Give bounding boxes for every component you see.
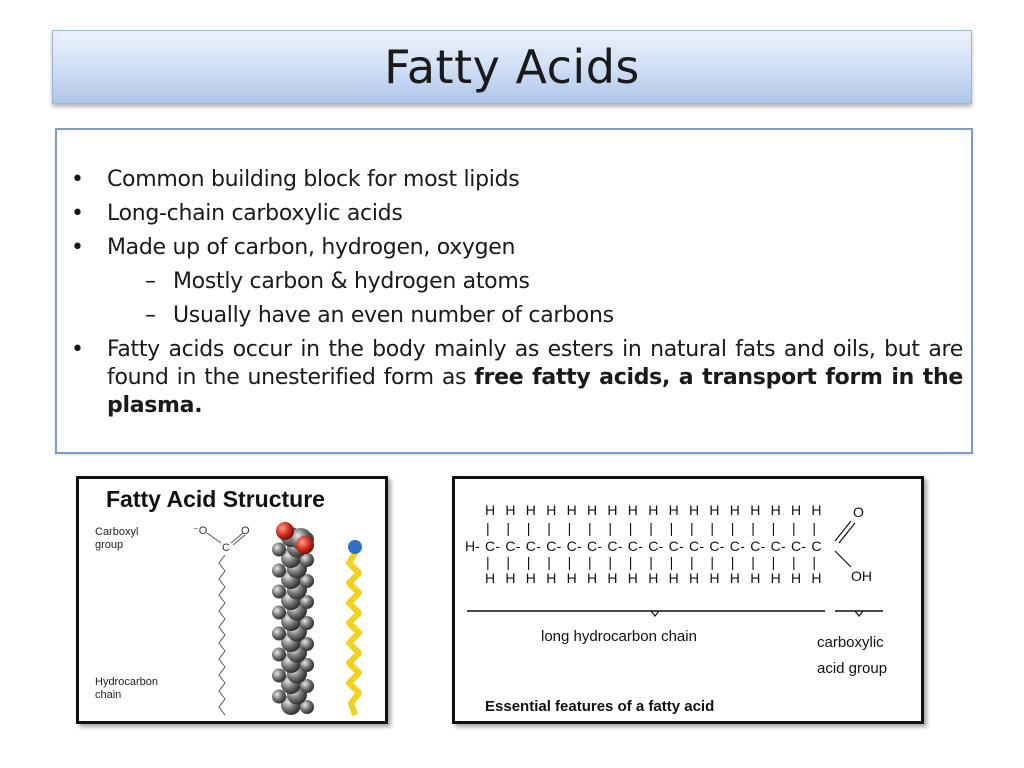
carbon-atom: C [607, 538, 618, 554]
bond-line: - [475, 538, 480, 554]
hydrogen-atom-sphere [272, 606, 286, 620]
essential-features-figure [452, 476, 924, 724]
oxygen-atom-sphere [296, 536, 314, 554]
carbonyl-oxygen: O [853, 504, 864, 520]
hydrogen-atom: H [791, 570, 802, 586]
bond-line: | [812, 520, 817, 536]
bond-line: | [486, 554, 490, 570]
bond-line: | [751, 520, 755, 536]
carbon-atom: C [627, 538, 638, 554]
hydrogen-atom-sphere [272, 648, 286, 662]
bullet-text: Made up of carbon, hydrogen, oxygen [107, 235, 516, 260]
carbon-atom: C [648, 538, 659, 554]
carbon-atom: C [729, 538, 740, 554]
carbon-atom: C [709, 538, 720, 554]
hydrogen-atom: H [668, 570, 679, 586]
bond-line [207, 533, 221, 543]
hydrogen-atom: H [627, 570, 638, 586]
hydrogen-atom: H [587, 502, 598, 518]
hydrogen-atom: H [709, 570, 720, 586]
bond-line: | [628, 554, 633, 570]
title-bar [52, 30, 972, 104]
bond-line: | [608, 554, 613, 570]
bond-line: - [495, 538, 501, 554]
carbon-atom: C [566, 538, 577, 554]
bond-line: | [649, 554, 653, 570]
bond-line: | [771, 554, 776, 570]
hydrogen-atom: H [566, 502, 577, 518]
sub-list-item [67, 268, 963, 296]
bond-line: | [792, 554, 796, 570]
hydrogen-atom: H [607, 502, 618, 518]
hydrogen-atom: H [811, 570, 822, 586]
figure-caption: Essential features of a fatty acid [485, 698, 715, 715]
hydroxyl-group: OH [851, 568, 872, 584]
hydrogen-atom: H [770, 502, 781, 518]
yellow-tail-model [349, 553, 359, 715]
bullet-list [67, 166, 963, 426]
bond-line: | [690, 520, 694, 536]
hydrogen-atom-sphere [272, 690, 286, 704]
hydrogen-atom: H [525, 502, 536, 518]
bullet-text-bold: free fatty acids, a transport form in the plasma. [107, 365, 963, 418]
bond-line: - [597, 538, 603, 554]
bond-line: | [608, 520, 613, 536]
bond-line: | [588, 554, 592, 570]
bond-line: | [812, 554, 817, 570]
hydrogen-atom: H [505, 502, 516, 518]
bond-line: | [730, 520, 735, 536]
hydrogen-atom: H [546, 502, 557, 518]
bond-line: | [649, 520, 653, 536]
bond-line: | [730, 554, 735, 570]
hydrogen-atom: H [485, 502, 496, 518]
list-item [67, 234, 963, 262]
bond-line: - [719, 538, 725, 554]
bond-line: - [781, 538, 786, 554]
hydrocarbon-label: Hydrocarbon [95, 676, 158, 688]
dash-mark: – [145, 269, 156, 294]
hydrocarbon-label-2: chain [95, 689, 122, 701]
hydrogen-atom: H [607, 570, 618, 586]
bond-line: | [506, 520, 511, 536]
atom-c: C [222, 542, 230, 554]
bond-line: - [577, 538, 582, 554]
structure-diagram [79, 479, 385, 721]
bond-line: | [526, 520, 531, 536]
bond-line: | [792, 520, 796, 536]
bond-line: | [669, 554, 674, 570]
hydrogen-atom: H [791, 502, 802, 518]
fatty-acid-structure-figure [76, 476, 388, 724]
bond-line: - [515, 538, 521, 554]
list-item [67, 336, 963, 420]
list-item [67, 200, 963, 228]
formula-diagram [455, 479, 921, 721]
hydrogen-atom-sphere [272, 543, 286, 557]
bond-line: | [526, 554, 531, 570]
atom-o: O [241, 525, 250, 537]
hydrogen-atom: H [729, 502, 740, 518]
bond-line: | [547, 554, 551, 570]
bond-line: | [771, 520, 776, 536]
bond-line: | [547, 520, 551, 536]
carbon-atom: C [689, 538, 700, 554]
list-item [67, 166, 963, 194]
bullet-text: Fatty acids occur in the body mainly as esters in natural fats and oils, but are found in the unesterified form as [107, 337, 963, 390]
hydrogen-atom: H [566, 570, 577, 586]
bond-line: - [536, 538, 541, 554]
carbon-atom: C [750, 538, 761, 554]
oxygen-atom-sphere [276, 522, 294, 540]
bond-line: | [669, 520, 674, 536]
bullet-text: Common building block for most lipids [107, 167, 520, 192]
carbon-atom: C [525, 538, 536, 554]
bond-line: - [760, 538, 766, 554]
page-title: Fatty Acids [384, 40, 640, 94]
bond-line: | [690, 554, 694, 570]
bond-line: | [567, 520, 572, 536]
group-label: carboxylic [817, 634, 884, 651]
hydrogen-atom: H [811, 502, 822, 518]
bond-line: | [710, 554, 715, 570]
carbon-atom: C [546, 538, 557, 554]
hydrogen-atom-sphere [272, 585, 286, 599]
atom-o-minus: ⁻O [193, 525, 208, 537]
bond-line: | [710, 520, 715, 536]
bullet-mark: • [71, 235, 84, 260]
hydrogen-atom: H [750, 570, 761, 586]
hydrogen-atom: H [689, 502, 700, 518]
sub-bullet-text: Usually have an even number of carbons [173, 303, 614, 328]
bond-line: - [740, 538, 745, 554]
space-filling-model [272, 522, 314, 715]
hydrogen-atom-sphere [272, 627, 286, 641]
content-box [55, 128, 973, 454]
hydrogen-atom: H [648, 570, 659, 586]
hydrogen-atom: H [709, 502, 720, 518]
bond-line: | [628, 520, 633, 536]
carbon-atom: C [770, 538, 781, 554]
sub-bullet-text: Mostly carbon & hydrogen atoms [173, 269, 530, 294]
bullet-text: Long-chain carboxylic acids [107, 201, 403, 226]
bond-line: | [486, 520, 490, 536]
hydrogen-atom: H [587, 570, 598, 586]
bond-line: - [617, 538, 623, 554]
hydrogen-atom: H [770, 570, 781, 586]
sub-list-item [67, 302, 963, 330]
carbon-atom: C [587, 538, 598, 554]
bond-line: | [751, 554, 755, 570]
hydrogen-atom: H [525, 570, 536, 586]
bond-line: | [588, 520, 592, 536]
single-bond-line [835, 551, 851, 567]
zigzag-chain [219, 555, 225, 715]
carboxyl-label-2: group [95, 539, 124, 551]
carbon-atom: C [668, 538, 679, 554]
hydrogen-atom-sphere [272, 564, 286, 578]
hydrogen-atom: H [505, 570, 516, 586]
bullet-mark: • [71, 337, 84, 362]
hydrogen-atom: H [668, 502, 679, 518]
carboxyl-label: Carboxyl [95, 526, 139, 538]
bond-line: | [567, 554, 572, 570]
hydrogen-atom: H [750, 502, 761, 518]
carbon-atom: C [791, 538, 802, 554]
chain-label: long hydrocarbon chain [541, 628, 697, 645]
figure-title: Fatty Acid Structure [106, 486, 325, 512]
hydrogen-atom-sphere [272, 669, 286, 683]
hydrogen-atom: H [546, 570, 557, 586]
hydrogen-atom: H [689, 570, 700, 586]
hydrogen-atom: H [648, 502, 659, 518]
hydrogen-atom: H [485, 570, 496, 586]
bond-line: - [556, 538, 562, 554]
bond-line: - [658, 538, 664, 554]
carbon-atom: C [811, 538, 822, 554]
bullet-mark: • [71, 201, 84, 226]
carbon-atom: C [485, 538, 496, 554]
polar-head-icon [348, 540, 362, 554]
bond-line: - [679, 538, 684, 554]
bond-line: - [699, 538, 705, 554]
hydrogen-atom: H [465, 538, 476, 554]
bond-line: - [638, 538, 643, 554]
dash-mark: – [145, 303, 156, 328]
structural-formula [465, 502, 822, 586]
carbon-atom: C [505, 538, 516, 554]
bullet-mark: • [71, 167, 84, 192]
hydrogen-atom: H [729, 570, 740, 586]
hydrogen-atom: H [627, 502, 638, 518]
bond-line: | [506, 554, 511, 570]
group-label-2: acid group [817, 660, 888, 677]
bond-line: - [801, 538, 807, 554]
